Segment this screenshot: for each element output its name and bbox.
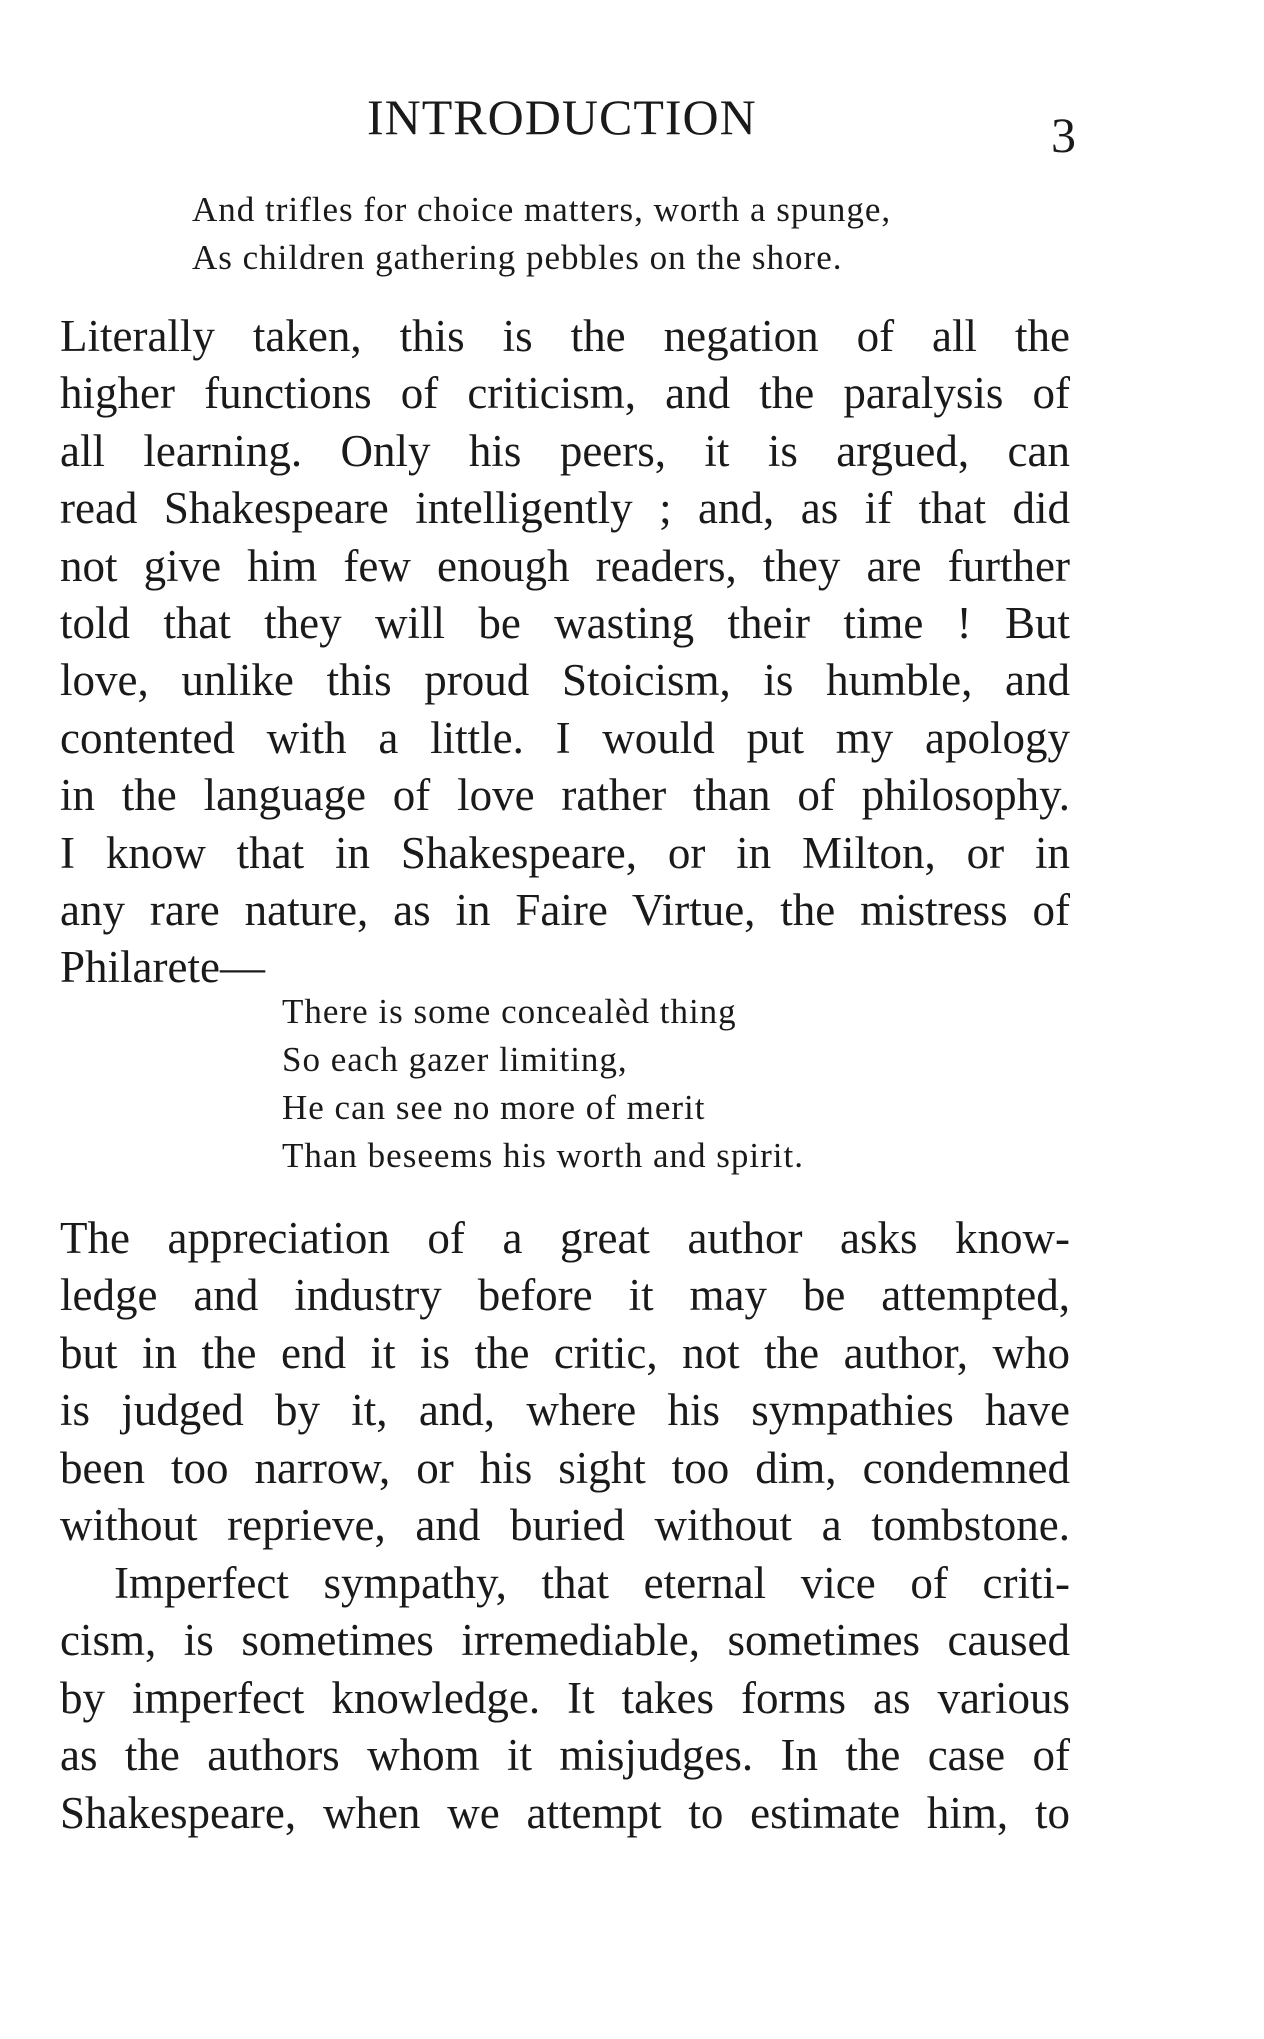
page-number: 3	[1051, 107, 1076, 163]
text-line: but in the end it is the critic, not the author, who	[60, 1327, 1070, 1378]
text-line: as the authors whom it misjudges. In the case of	[60, 1730, 1070, 1781]
text-line: any rare nature, as in Faire Virtue, the mistress of	[60, 884, 1070, 935]
paragraph-3	[60, 1555, 1070, 1842]
verse-line: As children gathering pebbles on the shore.	[192, 238, 843, 277]
running-head: INTRODUCTION	[367, 89, 757, 145]
text-line: ledge and industry before it may be attempted,	[60, 1270, 1070, 1321]
text-line: by imperfect knowledge. It takes forms as various	[60, 1672, 1070, 1723]
verse-quote-1	[192, 186, 891, 282]
paragraph-1	[60, 308, 1070, 997]
verse-line: And trifles for choice matters, worth a spunge,	[192, 190, 892, 229]
text-line: higher functions of criticism, and the paralysis of	[60, 368, 1070, 419]
text-line: The appreciation of a great author asks know-	[60, 1213, 1070, 1263]
text-line: love, unlike this proud Stoicism, is humble, and	[60, 655, 1070, 706]
text-line: is judged by it, and, where his sympathies have	[60, 1385, 1070, 1436]
text-line: Imperfect sympathy, that eternal vice of criti-	[114, 1558, 1070, 1608]
verse-line: He can see no more of merit	[282, 1088, 706, 1127]
text-line: not give him few enough readers, they are further	[60, 540, 1070, 591]
text-line: cism, is sometimes irremediable, sometimes caused	[60, 1615, 1070, 1666]
text-line: without reprieve, and buried without a tombstone.	[60, 1499, 1070, 1550]
text-line: in the language of love rather than of philosophy.	[60, 770, 1070, 821]
text-line: contented with a little. I would put my apology	[60, 712, 1070, 763]
paragraph-2	[60, 1210, 1070, 1554]
text-line: read Shakespeare intelligently ; and, as if that did	[60, 483, 1070, 534]
verse-quote-2	[282, 988, 804, 1180]
verse-line: So each gazer limiting,	[282, 1040, 628, 1079]
text-line: I know that in Shakespeare, or in Milton, or in	[60, 827, 1070, 878]
text-line: Philarete—	[60, 942, 265, 993]
text-line: Literally taken, this is the negation of all the	[60, 311, 1070, 361]
text-line: been too narrow, or his sight too dim, condemned	[60, 1442, 1070, 1493]
text-line: told that they will be wasting their time ! But	[60, 597, 1070, 648]
verse-line: Than beseems his worth and spirit.	[282, 1136, 804, 1175]
text-line: Shakespeare, when we attempt to estimate him, to	[60, 1787, 1070, 1838]
text-line: all learning. Only his peers, it is argued, can	[60, 425, 1070, 476]
verse-line: There is some concealèd thing	[282, 992, 737, 1031]
